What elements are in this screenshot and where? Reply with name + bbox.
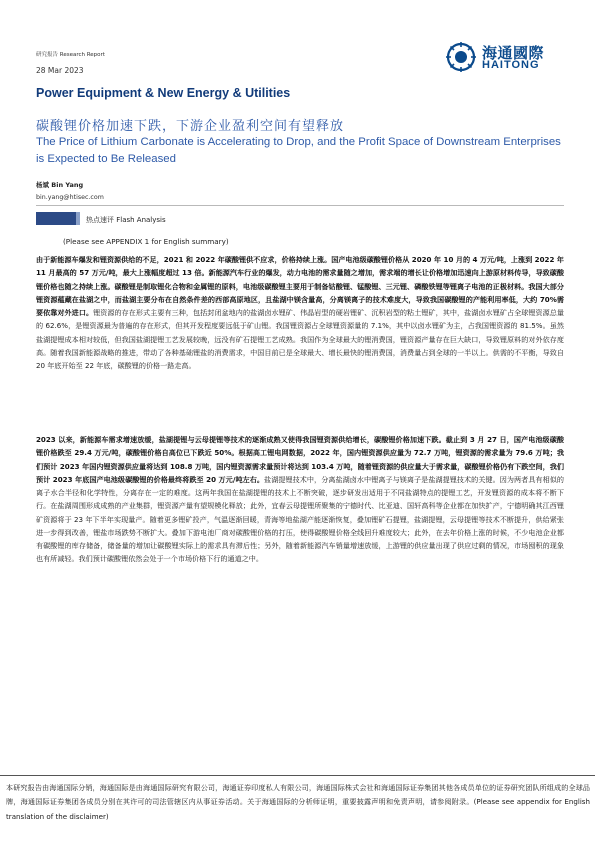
paragraph-2-highlight: 2023 以来，新能源车需求增速放缓，盐湖提锂与云母提锂等技术的逐渐成熟又使得我国锂资源供给增长，碳酸锂价格加速下跌。截止到 3 月 27 日，国产电池级碳酸锂价格跌至 29.4 万元/吨，碳酸锂价格自高位已下跌近 50%。根据高工锂电网数据，2022 年，国内锂资源供应量为 72.7 万吨，锂资源的需求量为 79.6 万吨；我们预计 2023 年国内锂资源供应量将达到 108.8 万吨，国内锂资源需求量预计将达到 103.4 万吨，随着锂资源的供应量大于需求量，碳酸锂价格仍有下跌空间，我们预计 2023 年底国产电池级碳酸锂的价格最终将跌至 20 万元/吨左右。 — [36, 435, 564, 484]
body-paragraph-1 — [36, 253, 564, 372]
paragraph-1-highlight: 由于新能源车爆发和锂资源供给的不足，2021 和 2022 年碳酸锂供不应求，价格持续上涨。国产电池级碳酸锂价格从 2020 年 10 月的 4 万元/吨，上涨到 2022 年 11 月最高的 57 万元/吨，最大上涨幅度超过 13 倍。新能源汽车行业的爆发，动力电池的需求量随之增加，需求端的增长让价格增加迅速向上游原材料传导，导致碳酸锂价格也随之持续上涨。碳酸锂是制取锂化合物和金属锂的原料，电池级碳酸锂主要用于制备钴酸锂、锰酸锂、三元锂、磷酸铁锂等锂离子电池的正极材料。我国大部分锂资源蕴藏在盐湖之中，而盐湖主要分布在自然条件差的西部高原地区，且盐湖中镁含量高，分离镁离子的技术难度大，导致我国碳酸锂的产能利用率低，大约 70%需要依靠对外进口。 — [36, 255, 564, 317]
flash-accent-bar-light — [76, 212, 80, 225]
title-chinese: 碳酸锂价格加速下跌，下游企业盈利空间有望释放 — [36, 119, 345, 134]
footer-divider — [0, 775, 595, 776]
logo-chinese-text: 海通國際 — [482, 44, 545, 62]
haitong-logo-icon — [446, 41, 476, 73]
sector-heading: Power Equipment & New Energy & Utilities — [36, 86, 291, 100]
logo-english-text: HAITONG — [482, 59, 540, 71]
flash-accent-bar — [36, 212, 76, 225]
header-divider — [36, 205, 564, 206]
title-english: The Price of Lithium Carbonate is Accelerating to Drop, and the Profit Space of Downstream Enterprises is Expected to Be Released — [36, 136, 561, 165]
report-type-label: 研究报告 Research Report — [36, 52, 105, 58]
report-date: 28 Mar 2023 — [36, 66, 84, 75]
flash-analysis-label: 热点速评 Flash Analysis — [86, 216, 166, 224]
company-logo — [446, 41, 564, 73]
paragraph-1-text: 锂资源的存在形式主要有三种，包括封闭盆地内的盐湖卤水锂矿、伟晶岩型的硬岩锂矿、沉积岩型的粘土锂矿，其中，盐湖卤水锂矿占全球锂资源总量的 62.6%，是锂资源最为普遍的存在形式，但其开发程度要远低于矿山锂。我国锂资源占全球锂资源量的 7.1%，其中以卤水锂矿为主，占我国锂资源的 81.5%。虽然盐湖提锂成本相对较低，但我国盐湖提锂工艺发展较晚，远没有矿石提锂工艺成熟。我国作为全球最大的锂消费国，锂资源产量存在巨大缺口，导致锂原料的对外依存度高。随着我国新能源战略的推进，带动了各种基础锂盐的消费需求，中国目前已是全球最大、增长最快的锂消费国，消费量占到全球的一半以上。供需的不平衡，导致自 20 年底开始至 22 年底，碳酸锂的价格一路走高。 — [36, 308, 565, 370]
author-name: 杨斌 Bin Yang — [36, 181, 84, 189]
paragraph-2-text: 盐湖提锂技术中，分离盐湖卤水中锂离子与镁离子是盐湖提锂技术的关键。因为两者具有相似的离子水合半径和化学特性，分离存在一定的难度。这两年我国在盐湖提锂的技术上不断突破，逐步研发出适用于不同盐湖特点的提锂工艺，开发锂资源的成本将不断下行。在盐湖周围形成成熟的产业集群，锂资源产量有望规模化释放；此外，宜春云母提锂所聚集的宁德时代、比亚迪、国轩高科等企业都在加快扩产，宁德明确其江西锂矿资源将于 23 年下半年实现量产。随着更多锂矿投产，气温逐渐回暖，青海等地盐湖产能逐渐恢复，叠加锂矿石提锂，盐湖提锂，云母提锂等技术不断提升，供给紧张进一步得到改善，锂盐市场跌势不断扩大。叠加下游电池厂商对碳酸锂价格的打压，使得碳酸锂价格全线回升难度较大；此外，在去年价格上涨的时候，不少电池企业都有碳酸锂的库存储备，储备量的增加让碳酸锂实际上的需求具有滞后性；另外，随着新能源汽车销量增速放缓，上游锂的供应量出现了供应过剩的情况，市场囤积的现象也有所减轻。我们预计碳酸锂依然会处于一个市场价格下行的通道之中。 — [36, 474, 564, 564]
body-paragraph-2 — [36, 433, 564, 566]
author-email[interactable]: bin.yang@htisec.com — [36, 194, 104, 201]
footer-disclaimer: 本研究报告由海通国际分销，海通国际是由海通国际研究有限公司，海通证券印度私人有限公司，海通国际株式会社和海通国际证券集团其他各成员单位的证券研究团队所组成的全球品牌，海通国际证券集团各成员分别在其许可的司法管辖区内从事证券活动。关于海通国际的分析师证明，重要披露声明和免责声明，请参阅附录。(Please see appendix for English translation of the disclaimer) — [6, 783, 590, 821]
appendix-note: (Please see APPENDIX 1 for English summary) — [63, 237, 229, 246]
